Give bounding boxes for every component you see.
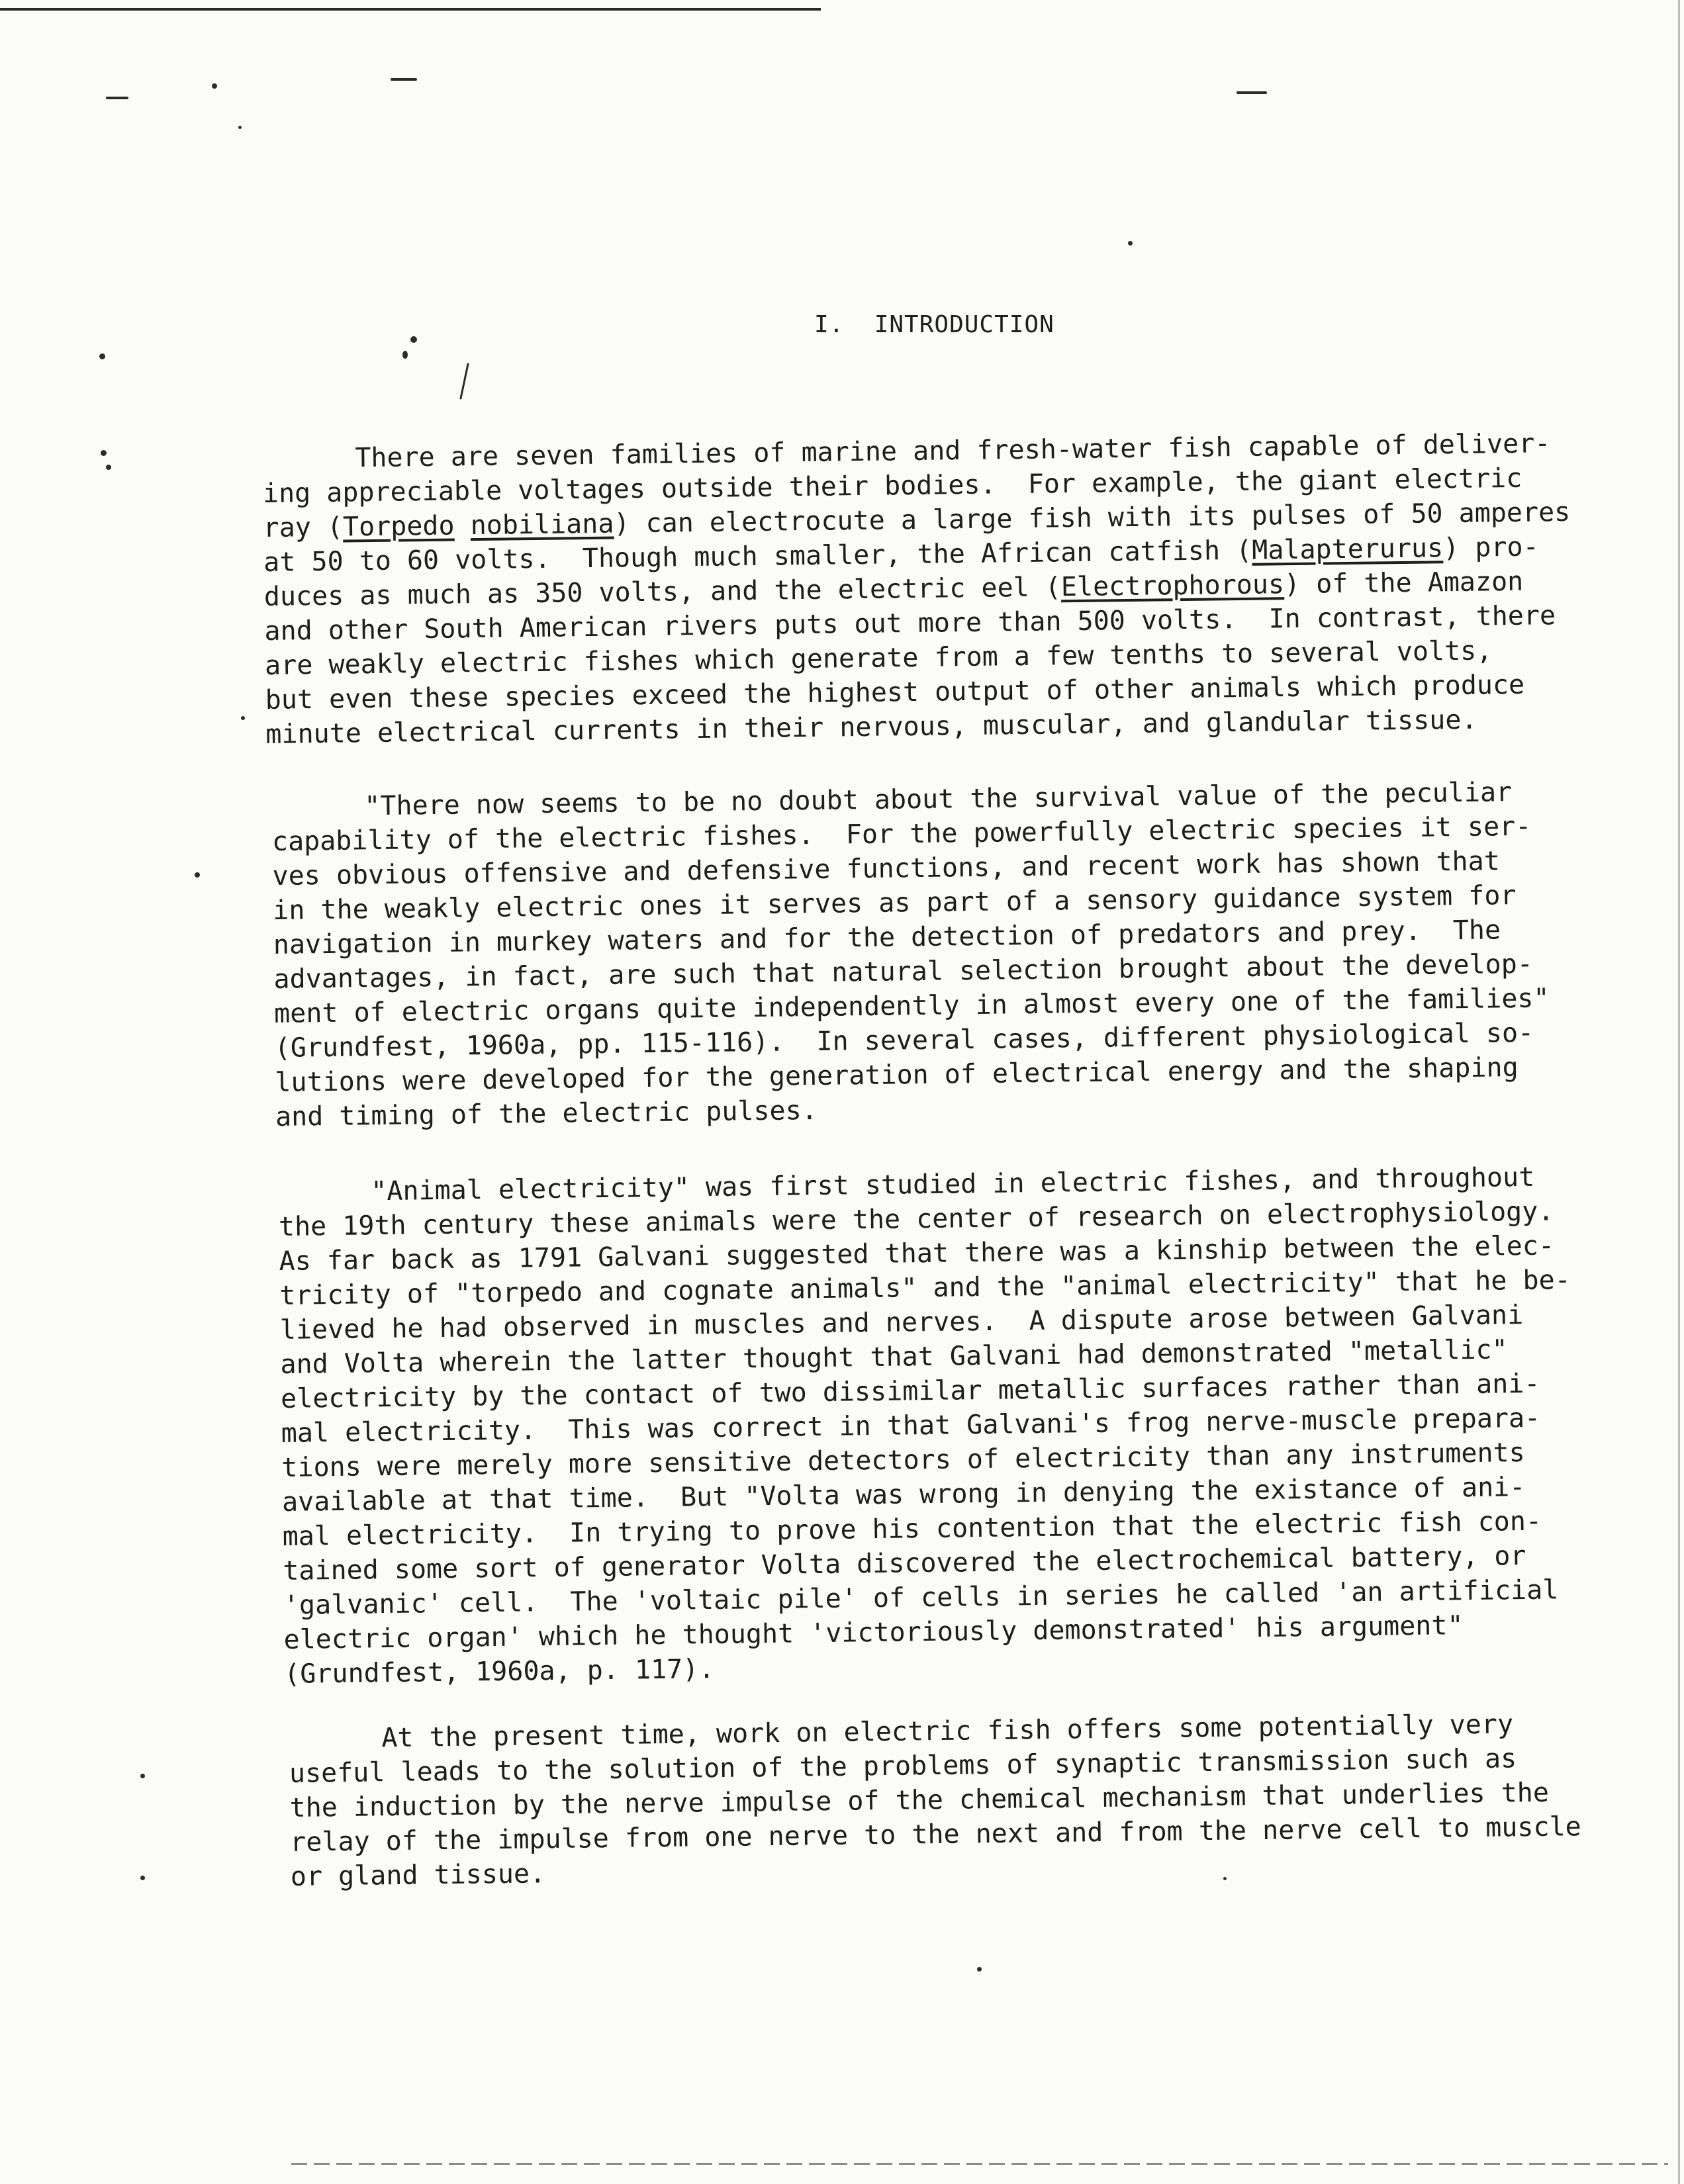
section-heading: I. INTRODUCTION — [814, 311, 1054, 338]
text-segment: tricity of "torpedo and cognate animals" and the "animal electricity" that he be- — [279, 1265, 1571, 1311]
scan-speck — [1128, 241, 1133, 246]
underlined-species-name: Electrophorous — [1060, 569, 1285, 603]
text-segment: minute electrical currents in their nervous, muscular, and glandular tissue. — [265, 704, 1477, 750]
scan-speck — [459, 363, 469, 399]
scan-speck — [101, 450, 107, 456]
scan-speck — [402, 351, 408, 359]
text-segment: electric organ' which he thought 'victoriously demonstrated' his argument" — [283, 1610, 1464, 1655]
text-segment: "There now seems to be no doubt about the survival value of the peculiar — [364, 777, 1513, 822]
top-scan-edge — [0, 8, 821, 11]
text-segment: in the weakly electric ones it serves as part of a sensory guidance system for — [272, 880, 1517, 926]
text-segment: and Volta wherein the latter thought that Galvani had demonstrated "metallic" — [280, 1334, 1508, 1380]
paragraph-intro — [262, 426, 1573, 752]
scan-speck — [977, 1967, 982, 1972]
text-segment: useful leads to the solution of the problems of synaptic transmission such as — [289, 1743, 1517, 1789]
scan-speck — [410, 336, 417, 343]
text-segment: ) can electrocute a large fish with its pulses of 50 amperes — [614, 496, 1571, 539]
text-segment: available at that time. But "Volta was wrong in denying the existance of ani- — [281, 1472, 1526, 1518]
text-segment: ment of electric organs quite independently in almost every one of the families" — [273, 983, 1550, 1029]
scan-speck — [212, 83, 217, 89]
text-segment: and other South American rivers puts out more than 500 volts. In contrast, there — [264, 600, 1556, 647]
text-segment: lieved he had observed in muscles and nerves. A dispute arose between Galvani — [279, 1300, 1524, 1345]
paragraph-animal-electricity — [278, 1160, 1575, 1692]
text-segment: duces as much as 350 volts, and the electric eel ( — [263, 572, 1062, 612]
text-segment: ing appreciable voltages outside their bodies. For example, the giant electric — [262, 463, 1522, 509]
text-segment: mal electricity. In trying to prove his contention that the electric fish con- — [282, 1506, 1542, 1552]
text-segment: navigation in murkey waters and for the detection of predators and prey. The — [273, 915, 1501, 960]
scan-speck — [140, 1876, 145, 1880]
text-segment: ray ( — [263, 512, 344, 543]
paragraph-present-time — [289, 1706, 1582, 1894]
text-segment: or gland tissue. — [290, 1858, 546, 1892]
text-segment — [454, 510, 471, 541]
scan-speck — [241, 716, 245, 720]
paragraph-survival-value — [271, 774, 1551, 1134]
text-segment: but even these species exceed the highest output of other animals which produce — [265, 669, 1525, 715]
text-segment: the induction by the nerve impulse of the chemical mechanism that underlies the — [289, 1777, 1550, 1823]
text-segment: (Grundfest, 1960a, pp. 115-116). In several cases, different physiological so- — [274, 1017, 1534, 1064]
text-segment: advantages, in fact, are such that natural selection brought about the develop- — [273, 948, 1534, 995]
text-segment: ) pro- — [1442, 531, 1539, 564]
text-segment: relay of the impulse from one nerve to the next and from the nerve cell to muscle — [289, 1811, 1582, 1858]
scan-mark — [1237, 91, 1267, 94]
text-segment: ) of the Amazon — [1284, 566, 1524, 600]
text-segment: at 50 to 60 volts. Though much smaller, the African catfish ( — [263, 535, 1252, 578]
text-segment: lutions were developed for the generation of electrical energy and the shaping — [275, 1052, 1519, 1098]
scan-speck — [238, 126, 242, 129]
text-segment: tions were merely more sensitive detectors of electricity than any instruments — [281, 1437, 1525, 1483]
bottom-scan-edge — [291, 2163, 1668, 2165]
scan-speck — [106, 465, 111, 470]
text-segment: and timing of the electric pulses. — [275, 1095, 818, 1132]
scan-speck — [99, 353, 105, 359]
text-segment: 'galvanic' cell. The 'voltaic pile' of cells in series he called 'an artificial — [283, 1574, 1559, 1621]
underlined-species-name: Malapterurus — [1251, 533, 1444, 566]
scan-mark — [106, 97, 128, 99]
text-segment: As far back as 1791 Galvani suggested that there was a kinship between the elec- — [279, 1230, 1555, 1277]
text-segment: mal electricity. This was correct in that Galvani's frog nerve-muscle prepara- — [281, 1402, 1541, 1449]
scan-mark — [391, 78, 417, 81]
text-segment: At the present time, work on electric fish offers some potentially very — [381, 1709, 1514, 1754]
text-segment: tained some sort of generator Volta discovered the electrochemical battery, or — [283, 1541, 1526, 1586]
text-segment: are weakly electric fishes which generate from a few tenths to several volts, — [264, 635, 1493, 681]
scan-speck — [140, 1774, 145, 1778]
text-segment: capability of the electric fishes. For the powerfully electric species it ser- — [271, 811, 1532, 857]
underlined-species-name: Torpedo — [342, 510, 455, 543]
text-segment: the 19th century these animals were the center of research on electrophysiology. — [278, 1196, 1554, 1242]
text-segment: "Animal electricity" was first studied in electric fishes, and throughout — [371, 1161, 1535, 1207]
text-segment: (Grundfest, 1960a, p. 117). — [283, 1654, 715, 1690]
underlined-species-name: nobiliana — [470, 508, 614, 541]
text-segment: There are seven families of marine and fresh-water fish capable of deliver- — [355, 428, 1551, 474]
text-segment: ves obvious offensive and defensive functions, and recent work has shown that — [272, 846, 1501, 891]
scan-speck — [195, 872, 200, 878]
text-segment: electricity by the contact of two dissimilar metallic surfaces rather than ani- — [280, 1368, 1540, 1414]
right-scan-edge — [1678, 0, 1680, 2184]
